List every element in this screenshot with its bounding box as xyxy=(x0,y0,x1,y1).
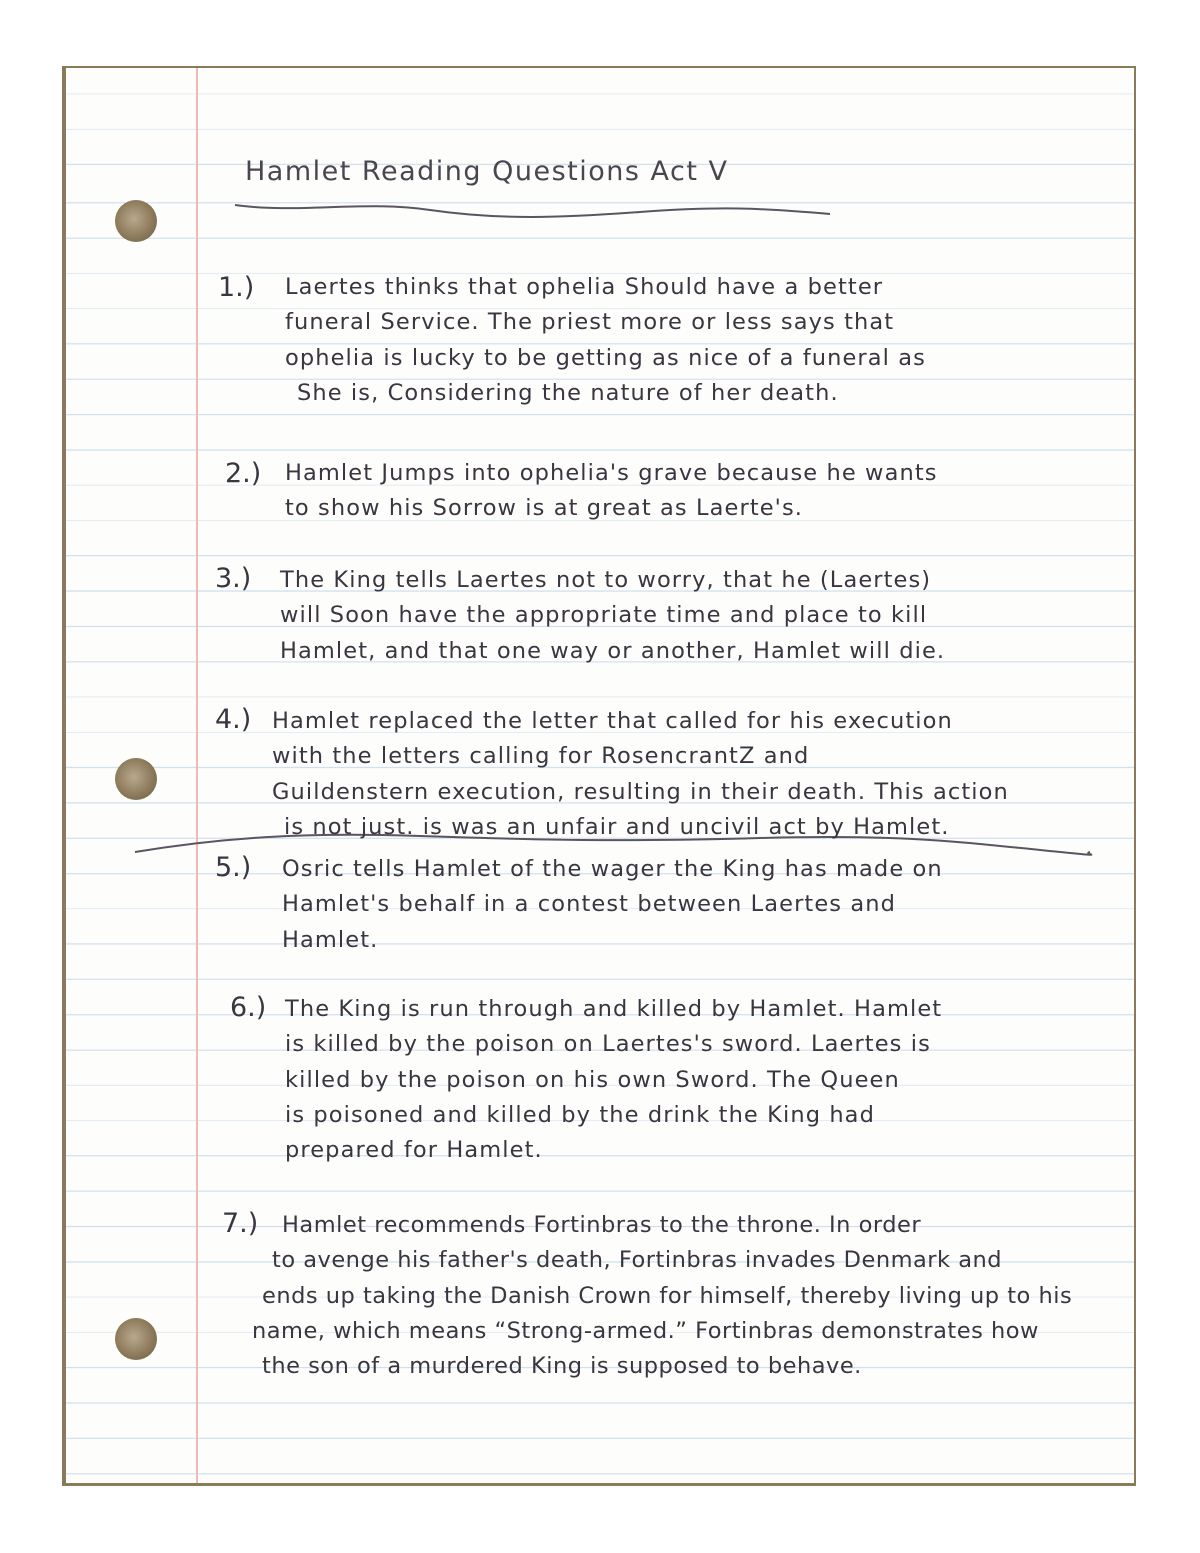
answer-line: Osric tells Hamlet of the wager the King has made on xyxy=(282,856,943,882)
answer-line: ophelia is lucky to be getting as nice of a funeral as xyxy=(285,344,926,371)
answer-7-number: 7.) xyxy=(222,1208,259,1239)
answer-line: prepared for Hamlet. xyxy=(285,1137,543,1164)
answer-line: Hamlet's behalf in a contest between Laertes and xyxy=(282,891,896,918)
answer-3-text xyxy=(280,563,945,669)
page-title: Hamlet Reading Questions Act V xyxy=(245,156,729,187)
answer-line: is not just. is was an unfair and uncivil act by Hamlet. xyxy=(284,813,950,840)
answer-line: to show his Sorrow is at great as Laerte's. xyxy=(285,495,804,522)
answer-3-number: 3.) xyxy=(215,563,252,594)
answer-line: with the letters calling for RosencrantZ and xyxy=(272,743,810,770)
answer-5-text xyxy=(282,852,943,958)
answer-line: name, which means “Strong-armed.” Fortinbras demonstrates how xyxy=(252,1317,1039,1344)
answer-line: Hamlet replaced the letter that called for his execution xyxy=(272,708,953,734)
answer-2-number: 2.) xyxy=(225,458,262,489)
answer-line: She is, Considering the nature of her death. xyxy=(297,379,839,406)
answer-line: Guildenstern execution, resulting in their death. This action xyxy=(272,778,1009,805)
answer-4-text xyxy=(272,704,1009,845)
answer-line: The King is run through and killed by Hamlet. Hamlet xyxy=(285,996,943,1022)
answer-4-number: 4.) xyxy=(215,704,252,735)
answer-line: Laertes thinks that ophelia Should have a better xyxy=(285,274,884,300)
answer-line: is killed by the poison on Laertes's sword. Laertes is xyxy=(285,1031,931,1058)
answer-line: will Soon have the appropriate time and place to kill xyxy=(280,602,928,629)
answer-6-number: 6.) xyxy=(230,992,267,1023)
answer-line: Hamlet recommends Fortinbras to the throne. In order xyxy=(282,1212,922,1238)
answer-2-text xyxy=(285,456,938,527)
answer-line: Hamlet, and that one way or another, Hamlet will die. xyxy=(280,637,946,664)
answer-line: killed by the poison on his own Sword. The Queen xyxy=(285,1066,900,1093)
answer-6-text xyxy=(285,992,942,1168)
answer-line: to avenge his father's death, Fortinbras invades Denmark and xyxy=(272,1247,1003,1274)
answer-line: is poisoned and killed by the drink the King had xyxy=(285,1101,875,1128)
answer-line: funeral Service. The priest more or less says that xyxy=(285,309,895,336)
answer-1-number: 1.) xyxy=(218,272,255,303)
answer-7-text xyxy=(252,1208,1073,1384)
title-underline xyxy=(235,205,830,217)
answer-line: Hamlet Jumps into ophelia's grave because he wants xyxy=(285,460,938,486)
answer-line: Hamlet. xyxy=(282,926,379,953)
answer-line: ends up taking the Danish Crown for himself, thereby living up to his xyxy=(262,1282,1073,1309)
answer-1-text xyxy=(285,270,926,411)
answer-line: the son of a murdered King is supposed to behave. xyxy=(262,1353,862,1380)
answer-5-number: 5.) xyxy=(215,852,252,883)
answer-line: The King tells Laertes not to worry, that he (Laertes) xyxy=(280,567,932,593)
